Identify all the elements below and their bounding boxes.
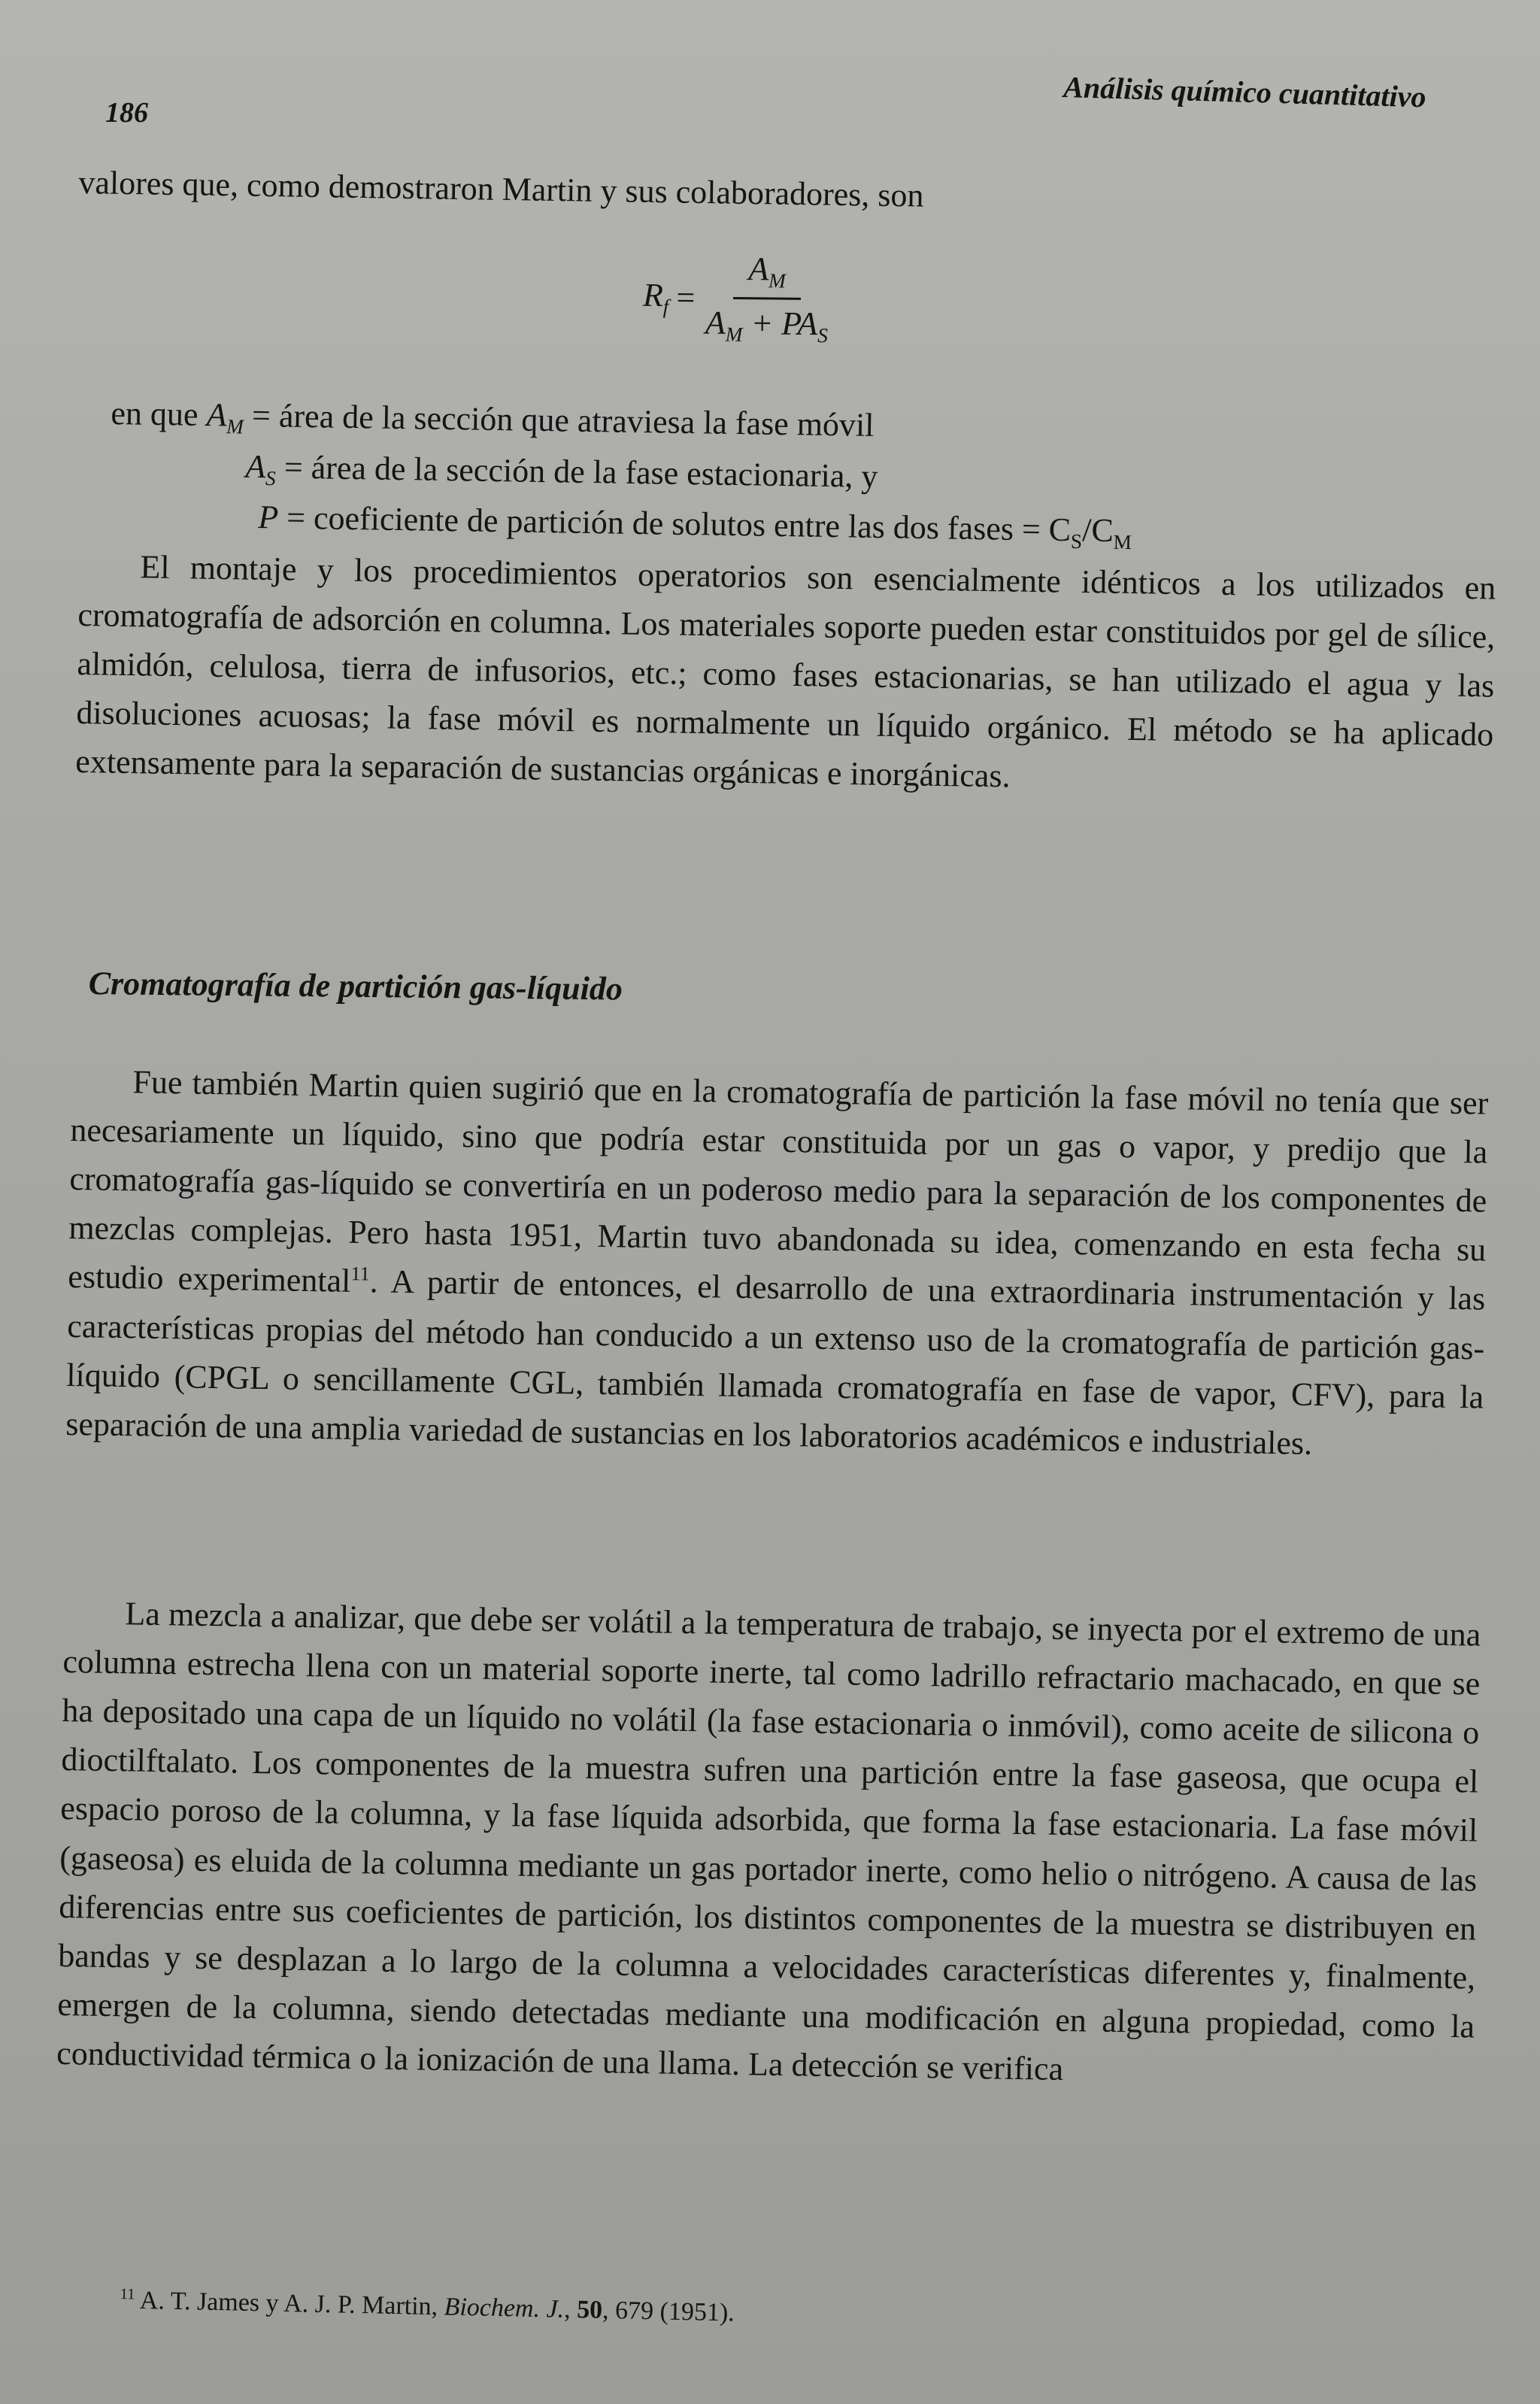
section-heading: Cromatografía de partición gas-líquido xyxy=(88,965,623,1008)
footnote-authors: A. T. James y A. J. P. Martin, xyxy=(134,2286,445,2321)
footnote-marker: 11 xyxy=(120,2286,135,2303)
formula-denominator: $A_M + PA_S$ xyxy=(705,304,828,347)
definitions-lead: en que xyxy=(111,394,199,433)
intro-text: valores que, como demostraron Martin y sus colaboradores, son xyxy=(78,163,924,214)
formula-equals: = xyxy=(676,278,696,317)
def-cs-sub: S xyxy=(1070,530,1083,553)
def-symbol: A xyxy=(206,396,227,434)
footnote-sep: , xyxy=(563,2295,578,2324)
running-title: Análisis químico cuantitativo xyxy=(1063,69,1427,114)
paragraph-1-text: El montaje y los procedimientos operatorios son esencialmente idénticos a los utilizados en cromatografía de adsorción en columna. Los materiales soporte pueden estar constituidos por gel de sílice, almidón, celulosa, tierra de infusorios, etc.; como fases estacionarias, se han utilizado el agua y las disoluciones acuosas; la fase móvil es normalmente un líquido orgánico. El método se ha aplicado extensamente para la separación de sustancias orgánicas e inorgánicas. xyxy=(75,548,1496,795)
footnote xyxy=(120,2286,735,2327)
page-number: 186 xyxy=(105,97,148,129)
def-symbol-sub: M xyxy=(226,415,244,438)
formula-fraction xyxy=(705,250,829,347)
paragraph-montaje xyxy=(75,541,1496,808)
formula-lhs: $R_f$ xyxy=(642,276,669,318)
def-cm-sub: M xyxy=(1113,530,1132,554)
paragraph-2a: Fue también Martin quien sugirió que en la cromatografía de partición la fase móvil no tenía que ser necesariamente un líquido, sino que podría estar constituida por un gas o vapor, y predijo que la cromatografía gas-líquido se convertiría en un poderoso medio para la separación de los componentes de mezclas complejas. Pero hasta 1951, Martin tuvo abandonada su idea, comenzando en esta fecha su estudio experimental xyxy=(68,1063,1489,1300)
footnote-journal: Biochem. J. xyxy=(444,2293,565,2324)
def-text: = área de la sección que atraviesa la fase móvil xyxy=(243,396,875,444)
paragraph-mezcla xyxy=(56,1588,1481,2100)
footnote-ref: 11 xyxy=(350,1262,371,1286)
intro-line xyxy=(78,158,1496,229)
def-symbol-sub: S xyxy=(265,466,276,490)
formula-definitions xyxy=(111,390,1511,564)
def-tail: /C xyxy=(1081,511,1114,550)
rf-formula xyxy=(642,249,829,347)
def-text: = coeficiente de partición de solutos entre las dos fases = C xyxy=(277,499,1072,549)
paragraph-martin xyxy=(65,1056,1489,1470)
footnote-volume: 50 xyxy=(576,2296,603,2324)
formula-numerator: $A_M$ xyxy=(733,250,801,300)
footnote-pages: , 679 (1951). xyxy=(602,2296,735,2327)
paragraph-3-text: La mezcla a analizar, que debe ser volátil a la temperatura de trabajo, se inyecta por el extremo de una columna estrecha llena con un material soporte inerte, tal como ladrillo refractario machacado, en que se ha depositado una capa de un líquido no volátil (la fase estacionaria o inmóvil), como aceite de silicona o dioctilftalato. Los componentes de la muestra sufren una partición entre la fase gaseosa, que ocupa el espacio poroso de la columna, y la fase líquida adsorbida, que forma la fase estacionaria. La fase móvil (gaseosa) es eluida de la columna mediante un gas portador inerte, como helio o nitrógeno. A causa de las diferencias entre sus coeficientes de partición, los distintos componentes de la muestra se distribuyen en bandas y se desplazan a lo largo de la columna a velocidades características diferentes y, finalmente, emergen de la columna, siendo detectadas mediante una modificación en alguna propiedad, como la conductividad térmica o la ionización de una llama. La detección se verifica xyxy=(56,1595,1481,2087)
paragraph-2b: . A partir de entonces, el desarrollo de una extraordinaria instrumentación y las características propias del método han conducido a un extenso uso de la cromatografía de partición gas-líquido (CPGL o sencillamente CGL, también llamada cromatografía en fase de vapor, CFV), para la separación de una amplia variedad de sustancias en los laboratorios académicos e industriales. xyxy=(65,1263,1486,1462)
paragraph-2-text xyxy=(65,1056,1489,1470)
def-symbol: A xyxy=(245,447,266,485)
def-text: = área de la sección de la fase estacionaria, y xyxy=(275,448,878,495)
def-symbol: P xyxy=(257,499,279,536)
